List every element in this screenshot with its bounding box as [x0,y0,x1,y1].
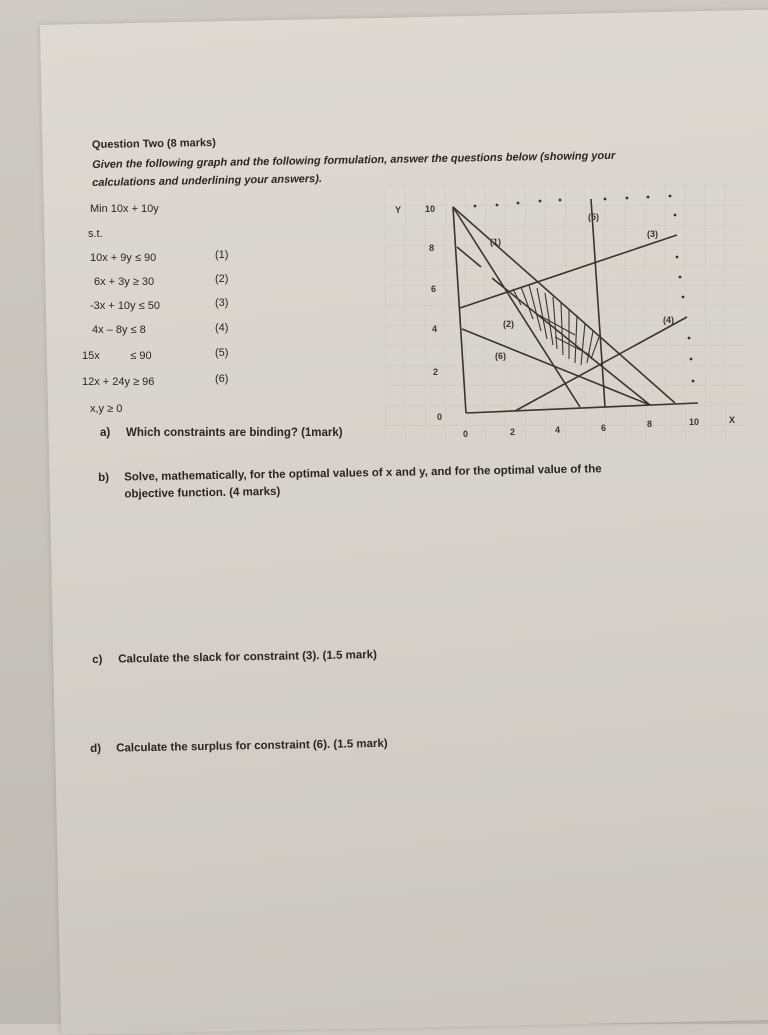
line-label-1: (1) [490,237,501,247]
x-tick-6: 6 [601,423,607,433]
line-label-3: (3) [647,229,658,239]
constraint-1: 10x + 9y ≤ 90 [90,252,157,264]
constraint-3: -3x + 10y ≤ 50 [90,300,160,312]
objective-function: Min 10x + 10y [90,203,159,215]
part-d-text: Calculate the surplus for constraint (6). (1.5 mark) [116,737,388,755]
constraint-1-label: (1) [215,249,229,261]
x-tick-2: 2 [510,427,516,437]
x-tick-8: 8 [647,419,653,429]
x-axis-label: X [729,415,736,425]
part-c-text: Calculate the slack for constraint (3). (1.5 mark) [118,649,378,666]
part-b-text: Solve, mathematically, for the optimal values of x and y, and for the optimal value of the [124,463,602,484]
y-tick-8: 8 [429,243,435,253]
y-tick-10: 10 [425,204,436,214]
constraint-6: 12x + 24y ≥ 96 [82,376,155,388]
x-tick-4: 4 [555,425,561,435]
y-tick-4: 4 [432,324,438,334]
part-b-text-2: objective function. (4 marks) [124,485,281,501]
question-intro-line2: calculations and underlining your answers). [92,172,323,189]
subject-to-label: s.t. [88,228,103,240]
y-tick-6: 6 [431,284,437,294]
x-tick-10: 10 [689,417,700,427]
part-b-label: b) [98,471,110,484]
part-c-label: c) [92,653,103,666]
x-tick-0: 0 [463,429,469,439]
question-title: Question Two (8 marks) [91,136,216,152]
question-intro-line1: Given the following graph and the following formulation, answer the questions below (showing your [92,149,616,171]
y-tick-0: 0 [437,412,443,422]
constraint-5: 15x ≤ 90 [82,350,152,362]
y-tick-2: 2 [433,367,439,377]
line-label-4: (4) [663,315,674,325]
line-label-5: (5) [588,212,599,222]
nonnegativity: x,y ≥ 0 [90,403,123,415]
constraint-2-label: (2) [215,273,229,285]
line-label-6: (6) [495,351,506,361]
part-a-label: a) [100,427,111,439]
constraint-3-label: (3) [215,297,229,309]
part-d-label: d) [90,742,102,755]
constraint-5-label: (5) [215,347,229,359]
part-a [100,425,343,442]
grid-paper [385,185,745,445]
constraint-4-label: (4) [215,322,229,334]
constraint-6-label: (6) [215,373,229,385]
constraint-4: 4x – 8y ≤ 8 [92,324,146,336]
constraint-2: 6x + 3y ≥ 30 [94,276,155,288]
lp-graph [385,185,745,445]
y-axis-label: Y [395,205,402,215]
part-a-text: Which constraints are binding? (1mark) [126,427,343,439]
line-label-2: (2) [503,319,514,329]
